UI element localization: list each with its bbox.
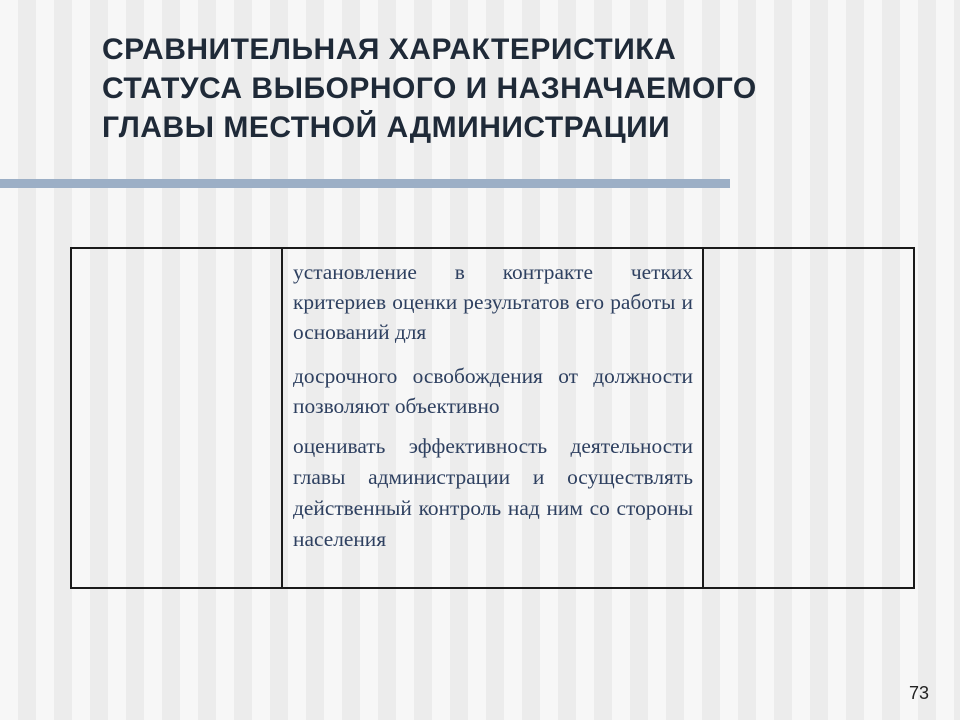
slide-title xyxy=(102,30,902,147)
table-cell-middle xyxy=(282,248,703,588)
table-cell-left xyxy=(71,248,282,588)
table-grid xyxy=(70,247,915,589)
slide-title-line: ГЛАВЫ МЕСТНОЙ АДМИНИСТРАЦИИ xyxy=(102,111,671,144)
slide-title-line: СТАТУСА ВЫБОРНОГО И НАЗНАЧАЕМОГО xyxy=(102,72,757,105)
table-cell-right xyxy=(703,248,914,588)
cell-paragraph: установление в контракте четких критериев оценки результатов его работы и оснований для xyxy=(293,260,693,344)
comparison-table xyxy=(70,247,911,589)
table-row xyxy=(71,248,914,588)
cell-paragraph: досрочного освобождения от должности позволяют объективно xyxy=(293,364,693,418)
page-number: 73 xyxy=(908,683,929,703)
title-divider xyxy=(0,179,730,188)
cell-text xyxy=(283,249,702,561)
cell-paragraph: оценивать эффективность деятельности главы администрации и осуществлять действенный контроль над ним со стороны населения xyxy=(293,434,693,551)
slide-title-line: СРАВНИТЕЛЬНАЯ ХАРАКТЕРИСТИКА xyxy=(102,33,677,66)
